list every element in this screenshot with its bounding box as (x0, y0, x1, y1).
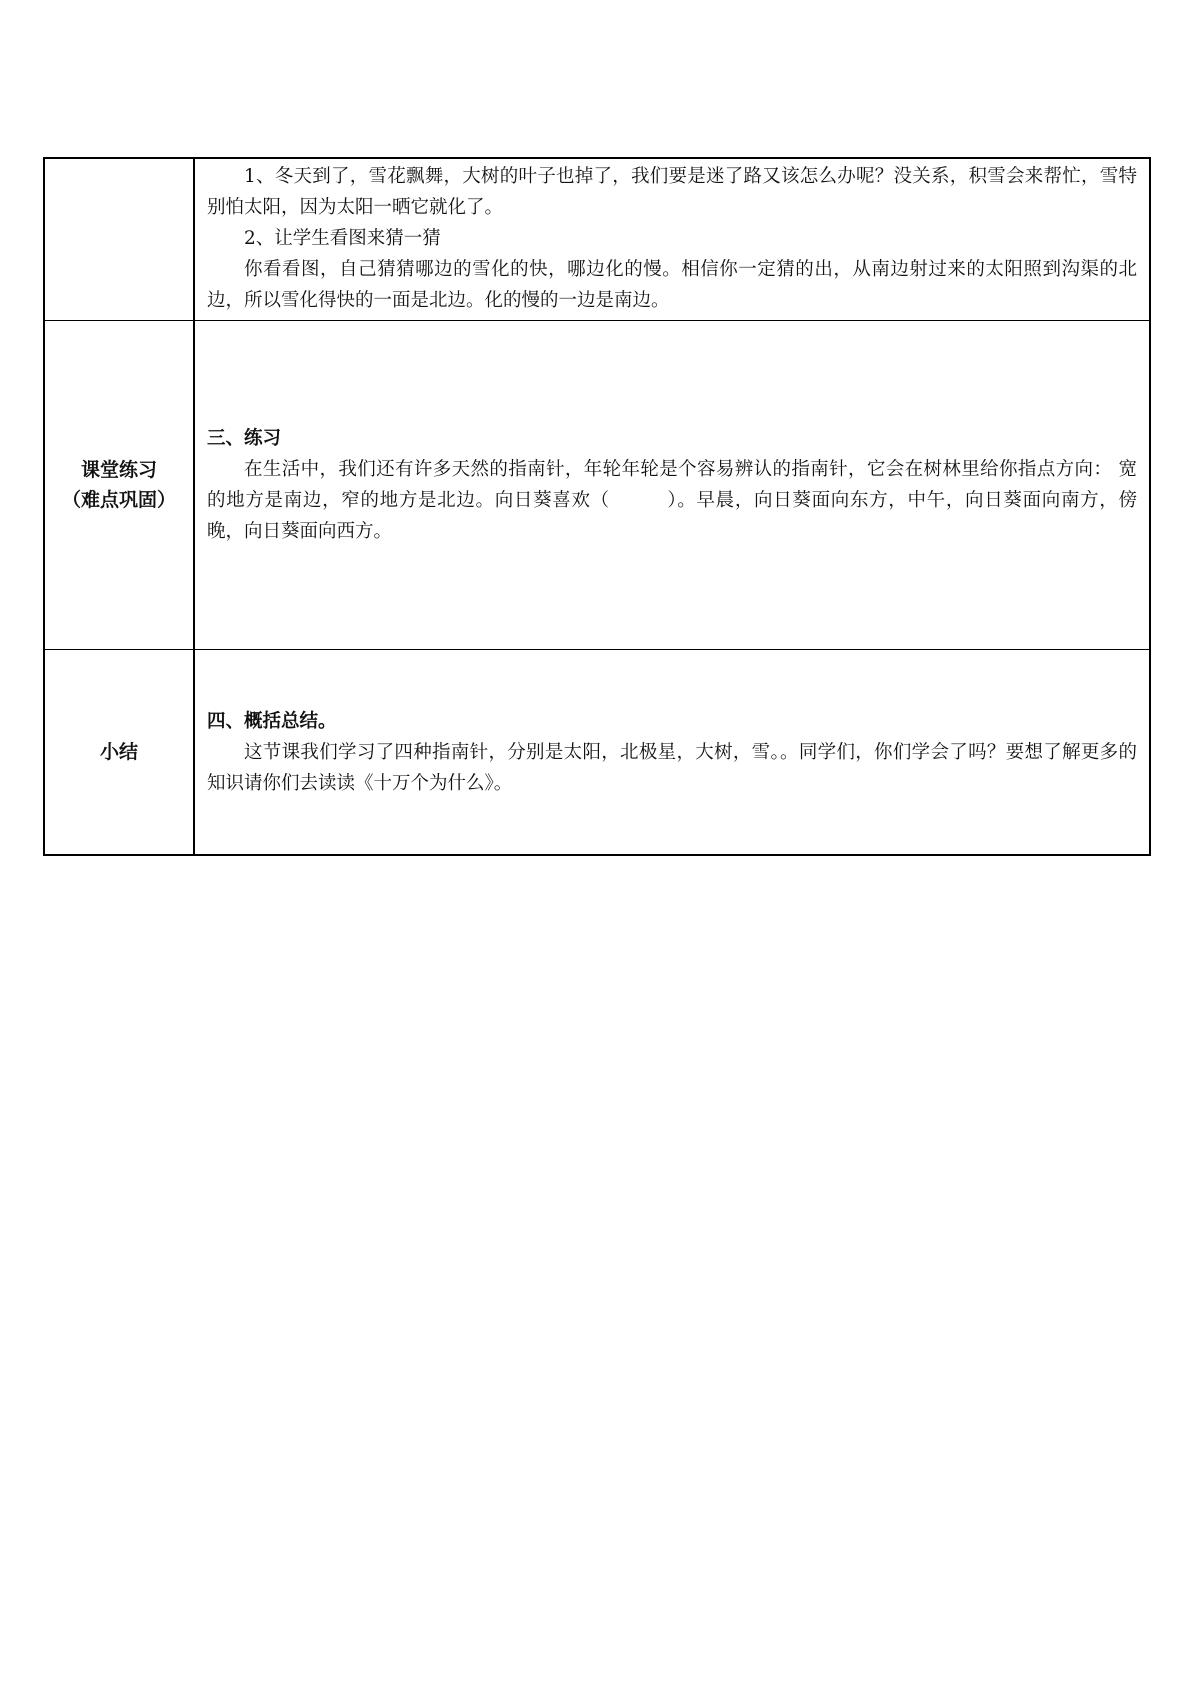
paragraph: 你看看图，自己猜猜哪边的雪化的快，哪边化的慢。相信你一定猜的出，从南边射过来的太阳照到沟渠的北边，所以雪化得快的一面是北边。化的慢的一边是南边。 (207, 259, 1137, 311)
row-label-line: （难点巩固） (61, 489, 176, 511)
lesson-plan-table (43, 157, 1151, 856)
section-heading: 三、练习 (207, 428, 282, 449)
row-label-line: 课堂练习 (80, 459, 157, 481)
table-row (44, 321, 1150, 650)
paragraph: 在生活中，我们还有许多天然的指南针，年轮年轮是个容易辨认的指南针，它会在树林里给你指点方向： 宽的地方是南边，窄的地方是北边。向日葵喜欢（ ）。早晨，向日葵面向东方，中午，向日葵面向南方，傍晚，向日葵面向西方。 (207, 459, 1137, 542)
row-label-line: 小结 (99, 741, 138, 763)
row-label-cell (44, 321, 194, 650)
row-label-cell (44, 650, 194, 856)
row-content-cell (194, 321, 1150, 650)
row-content-cell (194, 158, 1150, 321)
paragraph: 1、冬天到了，雪花飘舞，大树的叶子也掉了，我们要是迷了路又该怎么办呢？没关系，积雪会来帮忙，雪特别怕太阳，因为太阳一晒它就化了。 (207, 166, 1137, 218)
row-content-cell (194, 650, 1150, 856)
paragraph: 2、让学生看图来猜一猜 (244, 228, 441, 249)
table-row (44, 650, 1150, 856)
section-heading: 四、概括总结。 (207, 710, 337, 732)
table-row (44, 158, 1150, 321)
row-label-cell (44, 158, 194, 321)
paragraph: 这节课我们学习了四种指南针，分别是太阳，北极星，大树，雪。。同学们，你们学会了吗？要想了解更多的知识请你们去读读《十万个为什么》。 (207, 741, 1137, 794)
